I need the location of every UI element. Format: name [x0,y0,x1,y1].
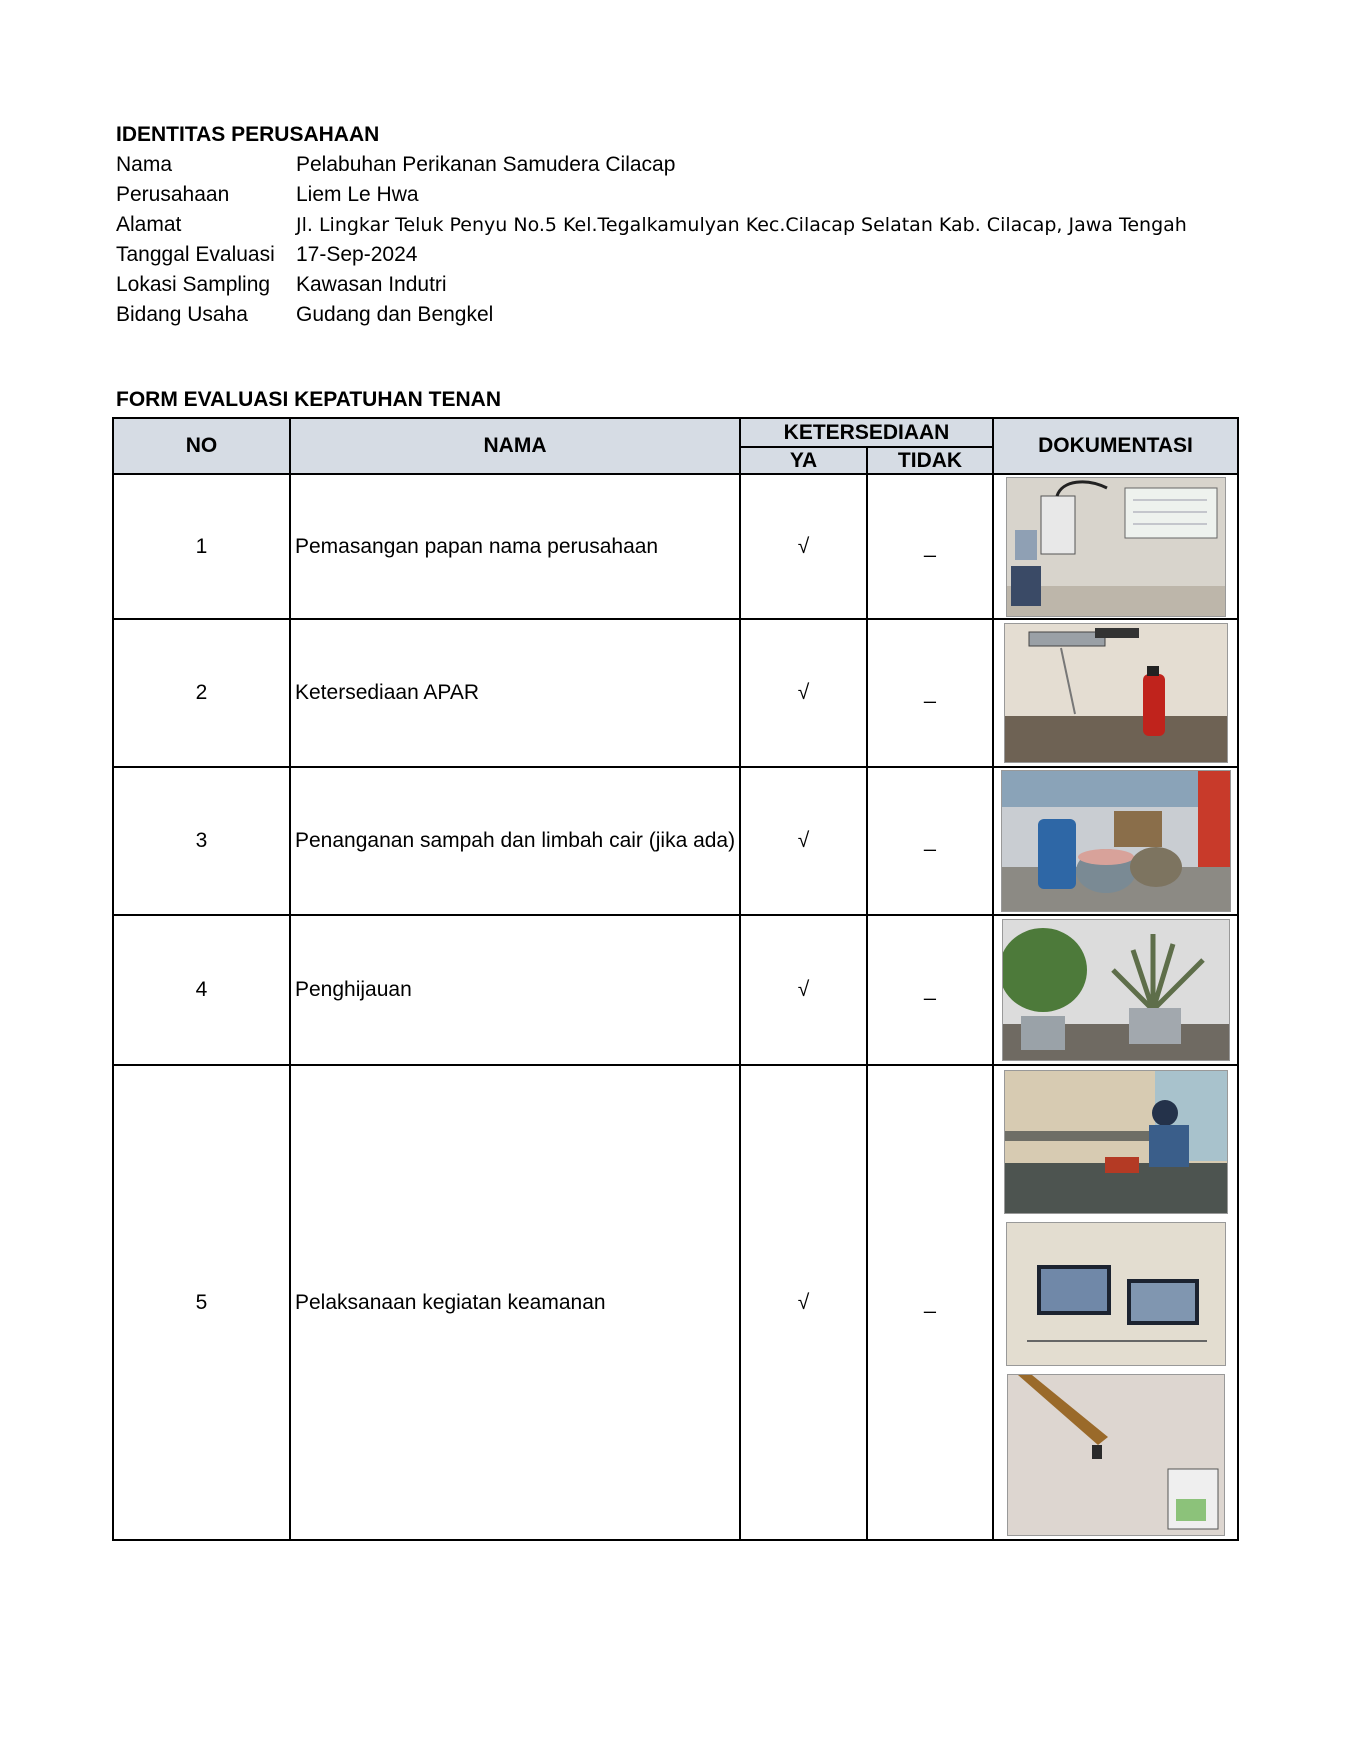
photo-fire-extinguisher [1004,623,1228,763]
row-documentation [993,619,1238,767]
identity-row-lokasi [116,270,1187,300]
row-name: Pelaksanaan kegiatan keamanan [290,1065,740,1540]
evaluation-table [112,417,1239,1541]
header-tidak: TIDAK [867,447,993,474]
header-no: NO [113,418,290,474]
row-ya-check: √ [740,915,867,1065]
identity-value: Liem Le Hwa [296,183,419,206]
form-title: FORM EVALUASI KEPATUHAN TENAN [116,388,501,411]
identity-value: 17-Sep-2024 [296,243,418,266]
row-number: 5 [113,1065,290,1540]
row-documentation [993,1065,1238,1540]
row-documentation [993,915,1238,1065]
identity-label: Lokasi Sampling [116,273,271,296]
row-documentation [993,474,1238,619]
identity-value: Gudang dan Bengkel [296,303,494,326]
row-name: Penanganan sampah dan limbah cair (jika ada) [290,767,740,915]
table-row [113,1065,1238,1540]
identity-label: Tanggal Evaluasi [116,243,275,266]
row-ya-check: √ [740,1065,867,1540]
row-documentation [993,767,1238,915]
row-tidak-mark: _ [867,915,993,1065]
row-ya-check: √ [740,767,867,915]
row-ya-check: √ [740,474,867,619]
identity-row-perusahaan [116,180,1187,210]
header-ya: YA [740,447,867,474]
photo-waste-handling [1001,770,1231,912]
table-row [113,915,1238,1065]
row-number: 2 [113,619,290,767]
row-name: Pemasangan papan nama perusahaan [290,474,740,619]
identity-value: Jl. Lingkar Teluk Penyu No.5 Kel.Tegalkamulyan Kec.Cilacap Selatan Kab. Cilacap, Jawa Tengah [296,214,1187,236]
row-tidak-mark: _ [867,767,993,915]
photo-cctv-camera [1007,1374,1225,1536]
photo-greening [1002,919,1230,1061]
identity-label: Perusahaan [116,183,230,206]
identity-row-tanggal [116,240,1187,270]
photo-workshop-worker [1004,1070,1228,1214]
row-name: Ketersediaan APAR [290,619,740,767]
row-tidak-mark: _ [867,474,993,619]
photo-signboard [1006,477,1226,617]
photo-stack [994,1070,1237,1536]
row-tidak-mark: _ [867,1065,993,1540]
row-tidak-mark: _ [867,619,993,767]
identity-heading: IDENTITAS PERUSAHAAN [116,123,380,146]
table-row [113,767,1238,915]
identity-row-bidang [116,300,1187,330]
header-nama: NAMA [290,418,740,474]
identity-row-alamat [116,210,1187,240]
row-ya-check: √ [740,619,867,767]
row-name: Penghijauan [290,915,740,1065]
row-number: 3 [113,767,290,915]
identity-value: Kawasan Indutri [296,273,447,296]
table-row [113,619,1238,767]
row-number: 4 [113,915,290,1065]
identity-label: Nama [116,153,173,176]
identity-value: Pelabuhan Perikanan Samudera Cilacap [296,153,676,176]
row-number: 1 [113,474,290,619]
identity-label: Bidang Usaha [116,303,248,326]
header-dokumentasi: DOKUMENTASI [993,418,1238,474]
identity-label: Alamat [116,213,182,236]
table-row [113,474,1238,619]
header-ketersediaan: KETERSEDIAAN [740,418,993,447]
identity-row-nama [116,150,1187,180]
company-identity [116,120,1187,330]
photo-cctv-monitors [1006,1222,1226,1366]
